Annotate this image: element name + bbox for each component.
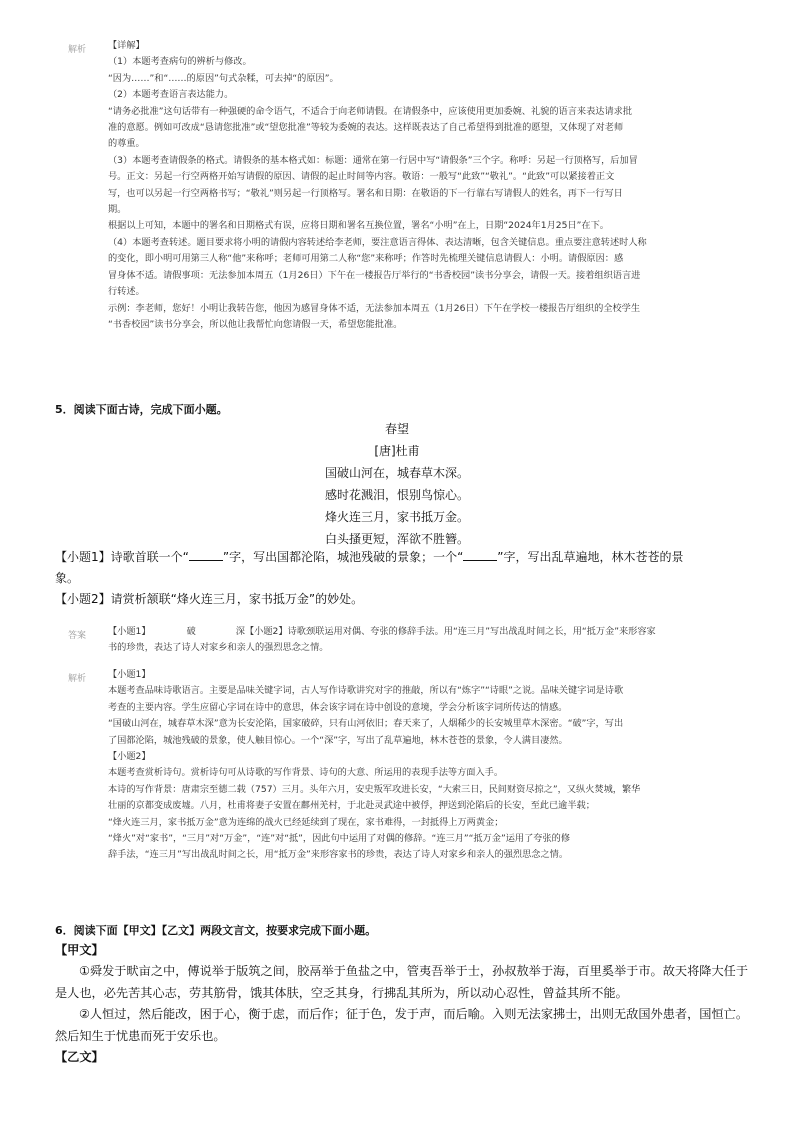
text-line: 的尊重。 [108,138,145,150]
text-line: （4）本题考查转述。题目要求将小明的请假内容转述给李老师，要注意语言得体、表达清晰，包含关键信息。重点要注意转述时人称 [108,236,647,248]
q5-answer-label: 答案 [68,631,87,641]
poem-line: 白头搔更短，浑欲不胜簪。 [324,532,469,546]
text-line: “国破山河在，城春草木深”意为长安沦陷，国家破碎，只有山河依旧；春天来了，人烟稀少的长安城里草木深密。“破”字，写出 [108,718,624,730]
text-line: 号。正文：另起一行空两格开始写请假的原因、请假的起止时间等内容。敬语：一般写“此致”“敬礼”。“此致”可以紧接着正文 [108,171,615,183]
text-line: 壮丽的京都变成废墟。八月，杜甫将妻子安置在鄜州羌村，于北赴灵武途中被俘，押送到沦陷后的长安，至此已逾半载； [108,800,595,812]
text-line: 示例：李老师，您好！小明让我转告您，他因为感冒身体不适，无法参加本周五（1月26日）下午在学校一楼报告厅组织的全校学生 [108,302,641,314]
poem-author: [唐]杜甫 [374,444,420,458]
q5-analysis-label: 解析 [68,674,87,684]
text-line: 【详解】 [108,40,145,51]
text-line: 辞手法，“连三月”写出战乱时间之长，用“抵万金”来形容家书的珍贵，表达了诗人对家乡和亲人的强烈思念之情。 [108,849,569,861]
poem-title: 春望 [384,422,409,436]
text-line: 【小题1】 [108,669,151,680]
text-line: “书香校园”读书分享会，所以他让我帮忙向您请假一天，希望您能批准。 [108,318,403,330]
q4-analysis-body [108,38,730,333]
paragraph-line: 然后知生于忧患而死于安乐也。 [55,1028,226,1043]
text-line: “请务必批准”这句话带有一种强硬的命令语气，不适合于向老师请假。在请假条中，应该使用更加委婉、礼貌的语言来表达请求批 [108,105,633,117]
answer-blank[interactable] [189,548,223,561]
q5-answer-body: 【小题1】 破 深【小题2】诗歌颈联运用对偶、夸张的修辞手法。用“连三月”写出战乱时间之长，用“抵万金”来形容家 书的珍贵，表达了诗人对家乡和亲人的强烈思念之情。 [108,626,656,654]
text-line: （1）本题考查病句的辨析与修改。 [108,56,252,68]
text-line: 本题考查赏析诗句。赏析诗句可从诗歌的写作背景、诗句的大意、所运用的表现手法等方面入手。 [108,767,504,779]
jia-label: 【甲文】 [55,943,104,957]
q6-text [55,940,747,1068]
paragraph-line: ②人恒过，然后能改，困于心，衡于虑，而后作；征于色，发于声，而后喻。入则无法家拂士，出则无敌国外患者，国恒亡。 [79,1007,749,1022]
q5-analysis-body [108,667,730,864]
text-line: “烽火连三月，家书抵万金”意为连绵的战火已经延续到了现在，家书难得，一封抵得上万两黄金； [108,816,504,828]
text-line: 根据以上可知，本题中的署名和日期格式有误，应将日期和署名互换位置，署名“小明”在上，日期“2024年1月25日”在下。 [108,220,609,232]
poem-line: 国破山河在，城春草木深。 [324,466,469,480]
text-line: （2）本题考查语言表达能力。 [108,89,234,101]
text-line: 行转述。 [108,286,145,298]
answer-blank[interactable] [463,548,497,561]
text-line: 写，也可以另起一行空两格书写；“敬礼”则另起一行顶格写。署名和日期：在敬语的下一行靠右写请假人的姓名，再下一行写日 [108,187,623,199]
text-line: 的变化，即小明可用第三人称“他”来称呼；老师可用第二人称“您”来称呼；作答时先梳理关键信息请假人：小明。请假原因：感 [108,253,624,265]
text-line: 冒身体不适。请假事项：无法参加本周五（1月26日）下午在一楼报告厅举行的“书香校园”读书分享会，请假一天。接着组织语言进 [108,269,641,281]
poem-line: 感时花溅泪，恨别鸟惊心。 [324,488,469,502]
text-line: “因为……”和“……的原因”句式杂糅，可去掉“的原因”。 [108,72,339,84]
q5-sub2-text: 【小题2】请赏析颔联“烽火连三月，家书抵万金”的妙处。 [55,592,364,606]
poem-line: 烽火连三月，家书抵万金。 [324,510,469,524]
text-line: 考查的主要内容。学生应留心字词在诗中的意思，体会该字词在诗中创设的意境，学会分析该字词所传达的情感。 [108,701,568,713]
text-line: 准的意愿。例如可改成“恳请您批准”或“望您批准”等较为委婉的表达。这样既表达了自己希望得到批准的愿望，又体现了对老师 [108,122,624,134]
yi-label: 【乙文】 [55,1050,104,1065]
text-line: 【小题2】 [108,751,151,763]
q5-poem [0,418,794,550]
text-line: 期。 [108,204,127,216]
text-line: 本题考查品味诗歌语言。主要是品味关键字词，古人写作诗歌讲究对字的推敲，所以有“炼字”“诗眼”之说。品味关键字词是诗歌 [108,685,624,697]
text-line: “烽火”对“家书”，“三月”对“万金”，“连”对“抵”，因此句中运用了对偶的修辞。“连三月”“抵万金”运用了夸张的修 [108,833,571,845]
q6-title: 6．阅读下面【甲文】【乙文】两段文言文，按要求完成下面小题。 [55,924,377,937]
text-line: （3）本题考查请假条的格式。请假条的基本格式如：标题：通常在第一行居中写“请假条”三个字。称呼：另起一行顶格写，后加冒 [108,154,638,166]
paragraph-line: 是人也，必先苦其心志，劳其筋骨，饿其体肤，空乏其身，行拂乱其所为，所以动心忍性，曾益其所不能。 [55,985,628,1000]
paragraph-line: ①舜发于畎亩之中，傅说举于版筑之间，胶鬲举于鱼盐之中，管夷吾举于士，孙叔敖举于海，百里奚举于市。故天将降大任于 [79,964,749,979]
q4-analysis-label: 解析 [68,45,87,55]
text-line: 了国都沦陷，城池残破的景象，使人触目惊心。一个“深”字，写出了乱草遍地，林木苍苍的景象，令人满目凄然。 [108,734,568,746]
q5-title: 5．阅读下面古诗，完成下面小题。 [55,403,228,416]
text-line: 本诗的写作背景：唐肃宗至德二载（757）三月。头年六月，安史叛军攻进长安，“大索三日，民间财资尽掠之”，又纵火焚城，繁华 [108,783,641,795]
q5-subquestions: 【小题1】诗歌首联一个“ ”字，写出国都沦陷，城池残破的景象；一个“ ”字，写出乱草遍地，林木苍苍的景 象。 【小题2】请赏析颔联“烽火连三月，家书抵万金”的妙处。 [55,547,755,610]
q5-sub1-text: 【小题1】诗歌首联一个“ [55,550,189,564]
